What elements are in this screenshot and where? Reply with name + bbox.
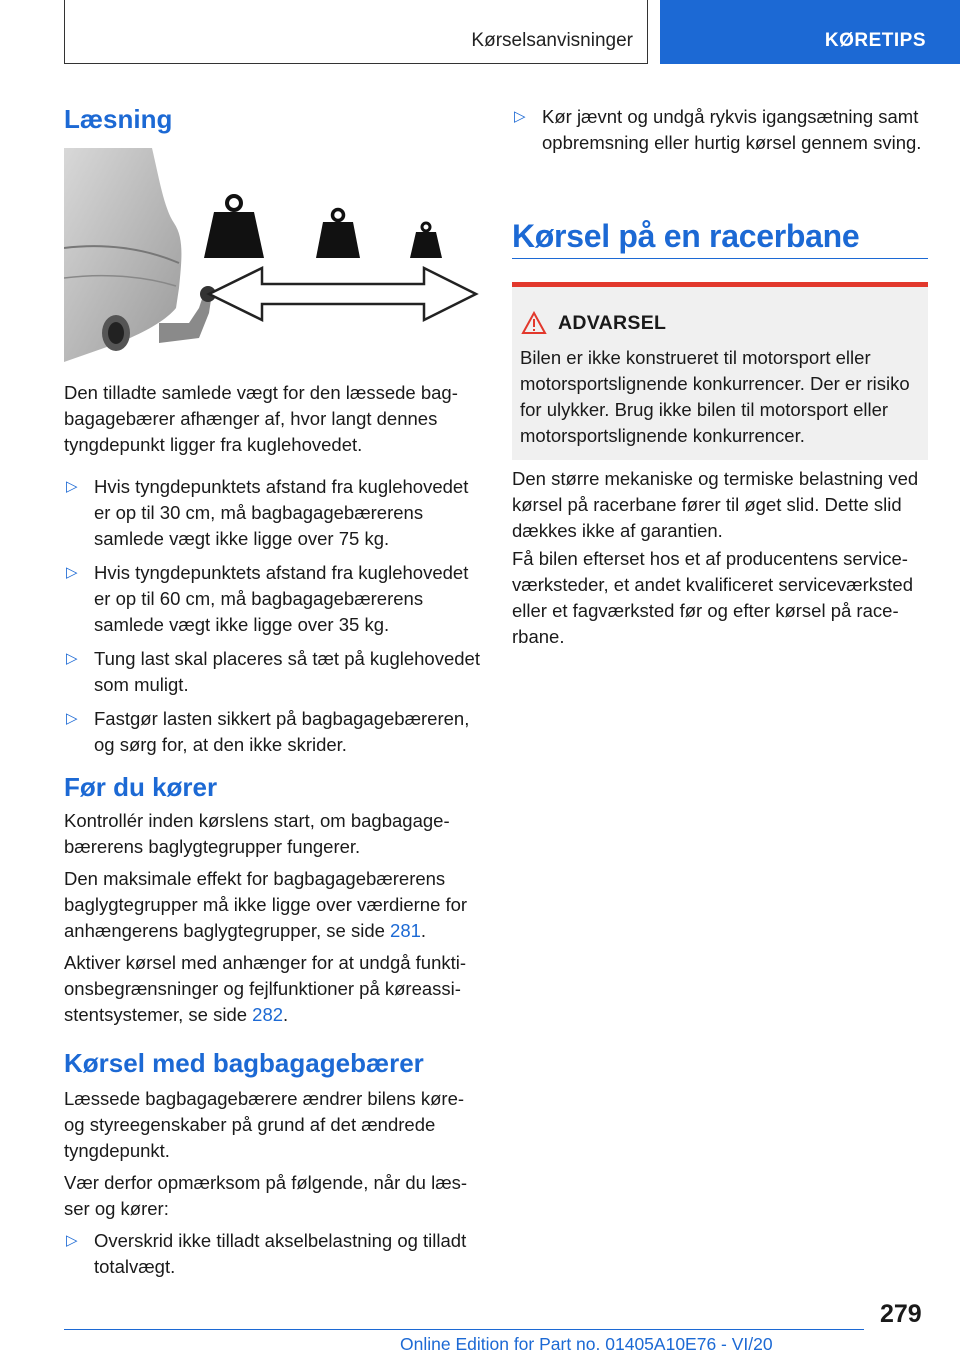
header-chapter-title: Kørselsanvisninger [471, 30, 633, 51]
heading-driving-with-rack: Kørsel med bagbagagebærer [64, 1048, 424, 1078]
footer-divider [64, 1329, 864, 1330]
header-section-title: KØRETIPS [824, 30, 926, 51]
bullet-triangle-icon: ▷ [66, 710, 78, 727]
heading-before-driving: Før du kører [64, 772, 218, 802]
driving-paragraph-1: Læssede bagbagagebærere ændrer bilens køre- og styreegenskaber på grund af det ændrede tyngdepunkt. [64, 1088, 465, 1161]
driving-paragraph-2: Vær derfor opmærksom på følgende, når du læsser og kører: [64, 1172, 468, 1219]
page-link-281[interactable]: 281 [390, 920, 421, 941]
header-chapter-tab [64, 0, 648, 64]
driving-bullet-list-continued [512, 104, 928, 156]
driving-bullet-list [64, 1228, 480, 1280]
bullet-triangle-icon: ▷ [66, 650, 78, 667]
loading-figure [64, 148, 480, 362]
list-item: ▷ Overskrid ikke tilladt akselbelastning og tilladt totalvægt. [66, 1230, 467, 1277]
page-link-282[interactable]: 282 [252, 1004, 284, 1025]
heading-racetrack: Kørsel på en racerbane [512, 218, 860, 254]
warning-title: ADVARSEL [558, 312, 667, 334]
weight-large-icon [204, 196, 264, 258]
header-section-tab [660, 0, 960, 64]
bullet-triangle-icon: ▷ [66, 564, 78, 581]
before-paragraph-3: Aktiver kørsel med anhænger for at undgå funktionsbegrænsninger og fejlfunktioner på køreassistentsystemer, se side 282. [64, 952, 467, 1025]
warning-body: Bilen er ikke konstrueret til motorsport eller motorsportslignende konkurrencer. Der er risiko for ulykker. Brug ikke bilen til motorsport eller motorsportslignende konkurrencer. [520, 347, 910, 446]
track-paragraph-2: Få bilen efterset hos et af producentens serviceværksteder, et andet kvalificeret serviceværksted eller et fagværksted før og efter kørsel på racerbane. [512, 548, 913, 647]
track-paragraph-1: Den større mekaniske og termiske belastning ved kørsel på racerbane fører til øget slid. Dette slid dækkes ikke af garantien. [512, 468, 919, 541]
before-paragraph-1: Kontrollér inden kørslens start, om bagbagagebærerens baglygtegrupper fungerer. [64, 810, 450, 857]
loading-bullet-list [64, 474, 480, 758]
bullet-triangle-icon: ▷ [66, 1232, 78, 1249]
loading-intro: Den tilladte samlede vægt for den læssede bagbagagebærer afhænger af, hvor langt dennes tyngdepunkt ligger fra kuglehovedet. [64, 382, 458, 455]
before-paragraph-2: Den maksimale effekt for bagbagagebærerens baglygtegrupper må ikke ligge over værdierne for anhængerens baglygtegrupper, se side 281. [64, 868, 468, 941]
heading-underline [512, 258, 928, 259]
bullet-triangle-icon: ▷ [514, 108, 526, 125]
list-item: ▷ Tung last skal placeres så tæt på kuglehovedet som muligt. [66, 648, 480, 695]
heading-loading: Læsning [64, 104, 173, 134]
list-item: ▷ Hvis tyngdepunktets afstand fra kuglehovedet er op til 30 cm, må bagbagagebærerens samlede vægt ikke ligge over 75 kg. [66, 476, 469, 549]
list-item: ▷ Fastgør lasten sikkert på bagbagagebæreren, og sørg for, at den ikke skrider. [66, 708, 470, 755]
weight-medium-icon [316, 210, 360, 259]
bullet-triangle-icon: ▷ [66, 478, 78, 495]
list-item: ▷ Kør jævnt og undgå rykvis igangsætning samt opbremsning eller hurtig kørsel gennem sving. [514, 106, 922, 153]
warning-box [512, 282, 928, 460]
weight-distance-illustration [64, 148, 480, 362]
weight-small-icon [410, 223, 442, 258]
warning-triangle-icon [521, 311, 547, 335]
footer-edition: Online Edition for Part no. 01405A10E76 - VI/20 [400, 1334, 773, 1354]
list-item: ▷ Hvis tyngdepunktets afstand fra kuglehovedet er op til 60 cm, må bagbagagebærerens samlede vægt ikke ligge over 35 kg. [66, 562, 469, 635]
page-number: 279 [880, 1300, 922, 1328]
